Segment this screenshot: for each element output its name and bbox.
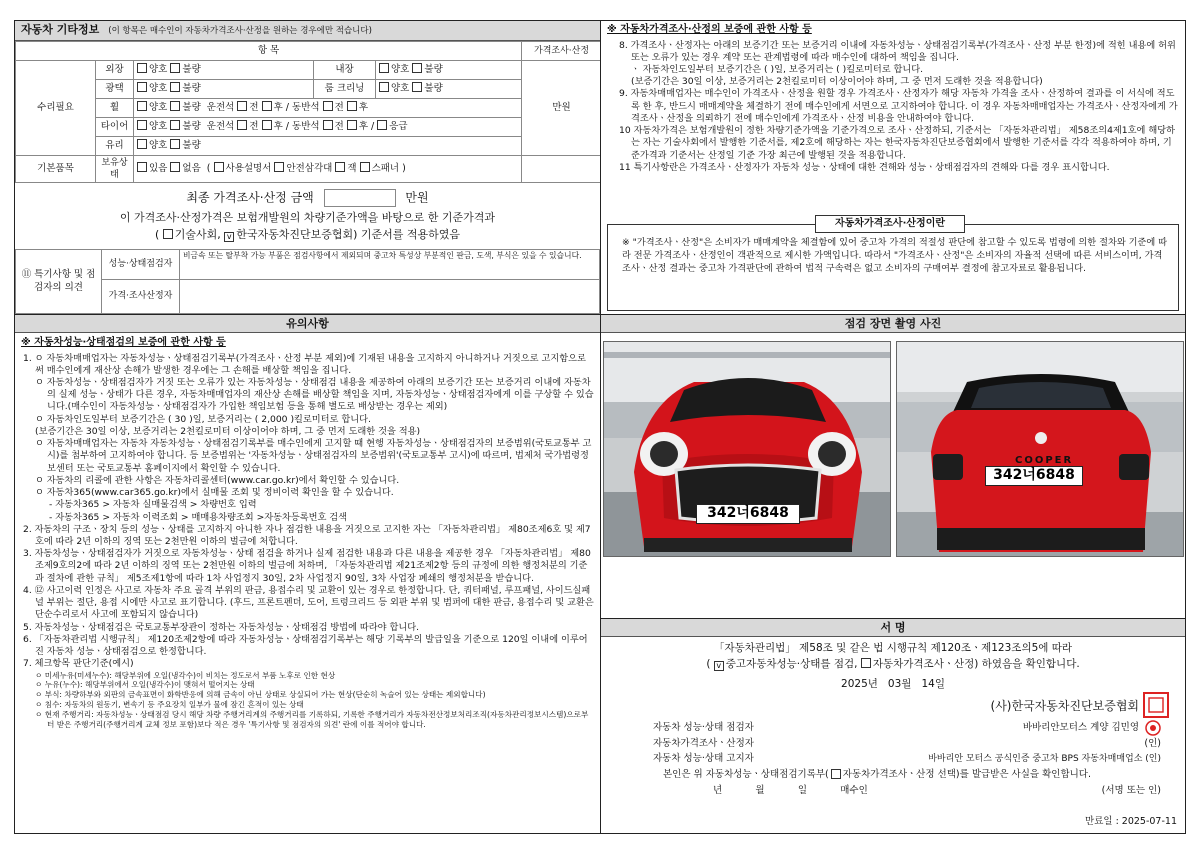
checkbox-exterior-bad[interactable] bbox=[170, 63, 180, 73]
label-retention: 보유상태 bbox=[96, 156, 134, 183]
gloss-options: 양호 불량 bbox=[134, 80, 314, 99]
checkbox-tire-driver-rear[interactable] bbox=[262, 120, 272, 130]
note-1a: 1. ㅇ 자동차매매업자는 자동차성능ㆍ상태점검기록부(가격조사ㆍ산정 부분 제외)에 기재된 내용을 고지하지 아니하거나 거짓으로 고지함으로써 매수인에게 재산상 손해가 발생한 경우에는 그 손해를 배상할 책임을 집니다. bbox=[23, 352, 586, 376]
notes-header: 유의사항 bbox=[15, 315, 600, 333]
extra-info-table bbox=[15, 41, 600, 183]
sign-row-buyer: 년 월 일 매수인 (서명 또는 인) bbox=[713, 784, 1161, 796]
rear-car-photo bbox=[896, 341, 1184, 557]
checkbox-kadiga[interactable] bbox=[224, 232, 234, 242]
label-exterior: 외장 bbox=[96, 61, 134, 80]
section-title: 자동차 기타정보 bbox=[21, 23, 100, 36]
special-notes-table bbox=[15, 249, 600, 314]
note-7a: ㅇ 미세누유(미세누수): 해당부위에 오일(냉각수)이 비치는 정도로서 부품 노후로 인한 현상 bbox=[35, 670, 336, 680]
photo-header: 점검 장면 촬영 사진 bbox=[601, 315, 1185, 333]
front-car-photo bbox=[603, 341, 891, 557]
checkbox-receipt-price[interactable] bbox=[831, 769, 841, 779]
sign-org: (사)한국자동차진단보증협회 bbox=[613, 698, 1173, 714]
note-1d: (보증기간은 30일 이상, 보증거리는 2천킬로미터 이상이어야 하며, 그 중 먼저 도래한 것을 적용) bbox=[35, 425, 421, 437]
basis-line: 이 가격조사·산정가격은 보험개발원의 차량기준가액을 바탕으로 한 기준가격과 bbox=[119, 211, 496, 225]
checkbox-price-check[interactable] bbox=[861, 658, 871, 668]
notes-title: ※ 자동차성능·상태점검의 보증에 관한 사항 등 bbox=[21, 337, 226, 348]
checkbox-exterior-good[interactable] bbox=[137, 63, 147, 73]
checkbox-has[interactable] bbox=[137, 162, 147, 172]
checkbox-none[interactable] bbox=[170, 162, 180, 172]
label-wheel: 휠 bbox=[96, 99, 134, 118]
checker-seal-icon bbox=[1145, 720, 1161, 736]
checkbox-tire-emergency[interactable] bbox=[377, 120, 387, 130]
label-tire: 타이어 bbox=[96, 118, 134, 137]
checkbox-wheel-driver-front[interactable] bbox=[237, 101, 247, 111]
sign-row-price: 자동차가격조사ㆍ산정자 (인) bbox=[653, 737, 1161, 749]
item-11: 11 특기사항란은 가격조사ㆍ산정자가 자동차 성능ㆍ상태에 대한 견해와 성능ㆍ상태점검자의 견해와 다를 경우 표시합니다. bbox=[619, 161, 1110, 173]
item-10: 10 자동차가격은 보험개발원이 정한 차량기준가액을 기준가격으로 조사ㆍ산정하되, 기준서는 「자동차관리법」 제58조의4제1호에 해당하는 자는 기술사회에서 발행한 기준서를, 제2호에 해당하는 자는 한국자동차진단보증협회에서 발행한 기준서를 각각 적용하여야 하며, 기준가격과 기준서는 산정일 기준 가장 최근에 발행된 것을 적용합니다. bbox=[619, 125, 1175, 161]
front-car-illustration bbox=[604, 342, 891, 557]
checkbox-tire-bad[interactable] bbox=[170, 120, 180, 130]
note-4: 4. ⑫ 사고이력 인정은 사고로 자동차 주요 골격 부위의 판금, 용접수리 및 교환이 있는 경우로 한정합니다. 단, 쿼터패널, 루프패널, 사이드실패널 부위는 절단, 용접 시에만 사고로 표기합니다. (후드, 프론트펜더, 도어, 트렁크리드 등 외판 부위 및 범퍼에 대한 판금, 용접수리 및 교환은 단순수리로서 사고에 포함되지 않습니다) bbox=[23, 584, 594, 621]
photo-section bbox=[601, 315, 1185, 619]
notes-body bbox=[15, 333, 600, 733]
label-interior: 내장 bbox=[314, 61, 376, 80]
retention-options: 있음 없음 ( 사용설명서 안전삼각대 잭 스패너 ) bbox=[134, 156, 522, 183]
checkbox-triangle[interactable] bbox=[274, 162, 284, 172]
sign-date: 2025년 03월 14일 bbox=[841, 678, 945, 691]
label-repair: 수리필요 bbox=[16, 61, 96, 156]
checkbox-glass-good[interactable] bbox=[137, 139, 147, 149]
note-1i: - 자동차365 > 자동차 이력조회 > 매매용차량조회 >자동차등록번호 검색 bbox=[49, 511, 348, 523]
sign-law-line: 「자동차관리법」 제58조 및 같은 법 시행규칙 제120조ㆍ제123조의5에 따라 bbox=[713, 642, 1073, 654]
checkbox-wheel-driver-rear[interactable] bbox=[262, 101, 272, 111]
note-1h: - 자동차365 > 자동차 실매물검색 > 차량번호 입력 bbox=[49, 499, 257, 511]
left-column bbox=[15, 21, 601, 833]
final-price-row bbox=[15, 189, 600, 207]
note-5: 5. 자동차성능ㆍ상태점검은 국토교통부장관이 정하는 자동차성능ㆍ상태점검 방법에 따라야 합니다. bbox=[23, 621, 420, 633]
front-license-plate: 342너6848 bbox=[696, 504, 800, 524]
checkbox-glass-bad[interactable] bbox=[170, 139, 180, 149]
perf-checker-note: 비금속 또는 탈부착 가능 부품은 점검사항에서 제외되며 중고차 특성상 부분적인 판금, 도색, 부식은 있을 수 있습니다. bbox=[180, 250, 600, 280]
price-warranty-section bbox=[601, 21, 1185, 315]
note-7e: ㅇ 현재 주행거리: 자동차성능ㆍ상태점검 당시 해당 차량 주행거리계의 주행거리를 기록하되, 기록한 주행거리가 자동차전산정보처리조직(자동차관리정보시스템)으로부터 받은 주행거리(주행거리계 교체 정보 포함)보다 적은 경우 '특기사항 및 점검자의 의견' 란에 이를 적어야 합니다. bbox=[35, 710, 589, 729]
checkbox-room-bad[interactable] bbox=[412, 82, 422, 92]
interior-options: 양호 불량 bbox=[376, 61, 522, 80]
checkbox-perf-check[interactable] bbox=[714, 661, 724, 671]
checkbox-wheel-good[interactable] bbox=[137, 101, 147, 111]
checkbox-jack[interactable] bbox=[335, 162, 345, 172]
checkbox-spanner[interactable] bbox=[360, 162, 370, 172]
vehicle-extra-info bbox=[15, 21, 600, 315]
notes-section bbox=[15, 315, 600, 833]
right-column bbox=[601, 21, 1185, 833]
note-7: 7. 체크항목 판단기준(예시) bbox=[23, 658, 134, 670]
checkbox-tech-society[interactable] bbox=[163, 229, 173, 239]
checkbox-tire-pass-rear[interactable] bbox=[347, 120, 357, 130]
final-price-unit: 만원 bbox=[405, 190, 429, 205]
checkbox-manual[interactable] bbox=[214, 162, 224, 172]
checkbox-interior-bad[interactable] bbox=[412, 63, 422, 73]
checkbox-gloss-good[interactable] bbox=[137, 82, 147, 92]
note-1b: ㅇ 자동차성능ㆍ상태점검자가 거짓 또는 오류가 있는 자동차성능ㆍ상태점검 내용을 제공하여 아래의 보증기간 또는 보증거리 이내에 자동차의 실제 성능ㆍ상태가 다른 경우, 자동차매매업자의 재산상 손해를 배상할 책임을 지며, 자동차성능ㆍ상태점검자에게 이를 구상할 수 있습니다.(매수인이 자동차성능ㆍ상태점검자가 가입한 책임보험 등을 통해 별도로 배상받는 경우는 제외) bbox=[35, 376, 594, 413]
room-clean-options: 양호 불량 bbox=[376, 80, 522, 99]
note-2: 2. 자동차의 구조ㆍ장치 등의 성능ㆍ상태를 고지하지 아니한 자나 점검한 내용을 거짓으로 고지한 자는 「자동차관리법」 제80조제6호 및 제7호에 따라 2년 이하의 징역 또는 2천만원 이하의 벌금에 처합니다. bbox=[23, 523, 591, 548]
price-unit-cell: 만원 bbox=[522, 61, 600, 156]
rear-license-plate: 342너6848 bbox=[985, 466, 1083, 486]
label-basic: 기본품목 bbox=[16, 156, 96, 183]
checkbox-wheel-pass-front[interactable] bbox=[323, 101, 333, 111]
checkbox-wheel-bad[interactable] bbox=[170, 101, 180, 111]
checkbox-tire-pass-front[interactable] bbox=[323, 120, 333, 130]
rear-car-illustration bbox=[897, 342, 1184, 557]
note-3: 3. 자동차성능ㆍ상태점검자가 거짓으로 자동차성능ㆍ상태 점검을 하거나 실제 점검한 내용과 다른 내용을 제공한 경우 「자동차관리법」 제80조제9호의2에 따라 2년 이하의 징역 또는 2천만원 이하의 벌금에 처하며, 「자동차관리법 제21조제2항 등의 규정에 의한 행정처분의 기준과 절차에 관한 규칙」 제5조제1항에 따라 1차 사업정지 30일, 2차 사업정지 90일, 3차 사업장 폐쇄의 행정처분을 받습니다. bbox=[23, 548, 591, 584]
item-8c: (보증기간은 30일 이상, 보증거리는 2천킬로미터 이상이어야 하며, 그 중 먼저 도래한 것을 적용합니다) bbox=[631, 76, 1043, 88]
tire-options: 양호 불량 운전석 전 후 / 동반석 전 후 / 응급 bbox=[134, 118, 522, 137]
item-8: 8. 가격조사ㆍ산정자는 아래의 보증기간 또는 보증거리 이내에 자동차성능ㆍ상태점검기록부(가격조사ㆍ산정 부분 한정)에 적힌 내용에 허위 또는 오류가 있는 경우 계약 또는 관계법령에 따라 매수인에 대하여 책임을 집니다. bbox=[619, 39, 1176, 63]
checkbox-wheel-pass-rear[interactable] bbox=[347, 101, 357, 111]
note-6: 6. 「자동차관리법 시행규칙」 제120조제2항에 따라 자동차성능ㆍ상태점검기록부는 해당 기록부의 발급일을 기준으로 120일 이내에 이루어진 자동차 성능ㆍ상태점검으로 한정합니다. bbox=[23, 633, 588, 658]
sign-row-receipt: 본인은 위 자동차성능ㆍ상태점검기록부( 자동차가격조사ㆍ산정 선택)를 발급받은 사실을 확인합니다. bbox=[663, 769, 1091, 781]
note-1g: ㅇ 자동차365(www.car365.go.kr)에서 실매물 조회 및 정비이력 확인을 할 수 있습니다. bbox=[35, 487, 394, 499]
checkbox-tire-good[interactable] bbox=[137, 120, 147, 130]
signature-header: 서 명 bbox=[601, 619, 1185, 637]
sign-confirm-line: ( v중고자동차성능·상태를 점검, 자동차가격조사ㆍ산정) 하였음을 확인합니다. bbox=[613, 657, 1173, 671]
sign-row-notifier: 자동차 성능·상태 고지자 바바리안 모터스 공식인증 중고차 BPS 자동차매매업소 (인) bbox=[653, 753, 1161, 765]
item-9: 9. 자동차매매업자는 매수인이 가격조사ㆍ산정을 원할 경우 가격조사ㆍ산정자가 해당 자동차 가격을 조사ㆍ산정하여 결과를 이 서식에 적도록 한 후, 반드시 매매계약을 체결하기 전에 매수인에게 서면으로 고지하여야 합니다. 이 경우 자동차매매업자는 가격조사ㆍ산정자에게 가격조사ㆍ산정을 의뢰하기 전에 매수인에게 가격조사ㆍ산정 비용을 안내하여야 합니다. bbox=[619, 88, 1178, 124]
definition-box bbox=[607, 215, 1179, 311]
checkbox-interior-good[interactable] bbox=[379, 63, 389, 73]
special-notes-label: ⑪ 특기사항 및 점검자의 의견 bbox=[16, 250, 102, 314]
final-price-label: 최종 가격조사·산정 금액 bbox=[186, 190, 314, 205]
label-gloss: 광택 bbox=[96, 80, 134, 99]
definition-text: ※ "가격조사ㆍ산정"은 소비자가 매매계약을 체결함에 있어 중고차 가격의 적절성 판단에 참고할 수 있도록 법령에 의한 절차와 기준에 따라 전문 가격조사ㆍ산정인이 객관적으로 제시한 가액입니다. 따라서 "가격조사ㆍ산정"은 소비자의 자율적 선택에 따른 서비스이며, 가격조사ㆍ산정 결과는 중고차 가격판단에 관하여 법적 구속력은 없고 소비자의 구매여부 결정에 참고자료로 활용됩니다. bbox=[607, 224, 1179, 311]
perf-checker-label: 성능·상태점검자 bbox=[102, 250, 180, 280]
price-checker-label: 가격·조사산정자 bbox=[102, 280, 180, 314]
signature-section bbox=[601, 619, 1185, 833]
item-8b: ㆍ 자동차인도일부터 보증기간은 ( )일, 보증거리는 ( )킬로미터로 합니다. bbox=[631, 63, 924, 75]
document-page bbox=[14, 20, 1186, 834]
glass-options: 양호 불량 bbox=[134, 137, 522, 156]
cooper-badge: COOPER bbox=[1015, 455, 1074, 466]
checkbox-room-good[interactable] bbox=[379, 82, 389, 92]
checkbox-tire-driver-front[interactable] bbox=[237, 120, 247, 130]
final-price-input[interactable] bbox=[324, 189, 396, 207]
basis-options: ( 기술사회, v 한국자동차진단보증협회) 기준서를 적용하였음 bbox=[15, 228, 600, 243]
expiry-date: 만료일 : 2025-07-11 bbox=[1085, 816, 1177, 828]
note-1c: ㅇ 자동차인도일부터 보증기간은 ( 30 )일, 보증거리는 ( 2,000 )킬로미터로 합니다. bbox=[35, 413, 371, 425]
sign-row-checker: 자동차 성능·상태 점검자 바바리안모터스 계양 김민영 bbox=[653, 722, 1161, 735]
col-header-item: 항 목 bbox=[16, 42, 522, 61]
note-1f: ㅇ 자동차의 리콜에 관한 사항은 자동차리콜센터(www.car.go.kr)에서 확인할 수 있습니다. bbox=[35, 474, 400, 486]
note-7b: ㅇ 누유(누수): 해당부위에서 오일(냉각수)이 맺혀서 떨어지는 상태 bbox=[35, 680, 255, 690]
section-title-bar bbox=[15, 21, 600, 41]
note-1e: ㅇ 자동차매매업자는 자동차 자동차성능ㆍ상태점검기록부를 매수인에게 고지할 때 현행 자동차성능ㆍ상태점검자의 보증범위(국토교통부 고시)를 첨부하여 고지하여야 합니다. 등 보증범위는 '자동차성능ㆍ상태점검자의 보증범위'(국토교통부 고시)에 따르며, 법제처 국가법령정보센터 또는 국토교통부 홈페이지에서 확인할 수 있습니다. bbox=[35, 438, 592, 474]
col-header-price: 가격조사·산정 bbox=[522, 42, 600, 61]
exterior-options: 양호 불량 bbox=[134, 61, 314, 80]
wheel-options: 양호 불량 운전석 전 후 / 동반석 전 후 bbox=[134, 99, 522, 118]
price-warranty-title: ※ 자동차가격조사·산정의 보증에 관한 사항 등 bbox=[607, 24, 812, 35]
organization-seal-icon bbox=[1143, 692, 1169, 718]
label-room-clean: 룸 크리닝 bbox=[314, 80, 376, 99]
checkbox-gloss-bad[interactable] bbox=[170, 82, 180, 92]
note-7c: ㅇ 부식: 차량하부와 외판의 금속표면이 화학반응에 의해 금속이 아닌 상태로 상실되어 가는 현상(단순히 녹슬어 있는 상태는 제외합니다) bbox=[35, 690, 486, 700]
definition-title: 자동차가격조사·산정이란 bbox=[815, 215, 965, 233]
section-title-note: (이 항목은 매수인이 자동차가격조사·산정을 원하는 경우에만 적습니다) bbox=[108, 26, 372, 36]
label-glass: 유리 bbox=[96, 137, 134, 156]
note-7d: ㅇ 침수: 자동차의 원동기, 변속기 등 주요장치 일부가 물에 잠긴 흔적이 있는 상태 bbox=[35, 700, 304, 710]
